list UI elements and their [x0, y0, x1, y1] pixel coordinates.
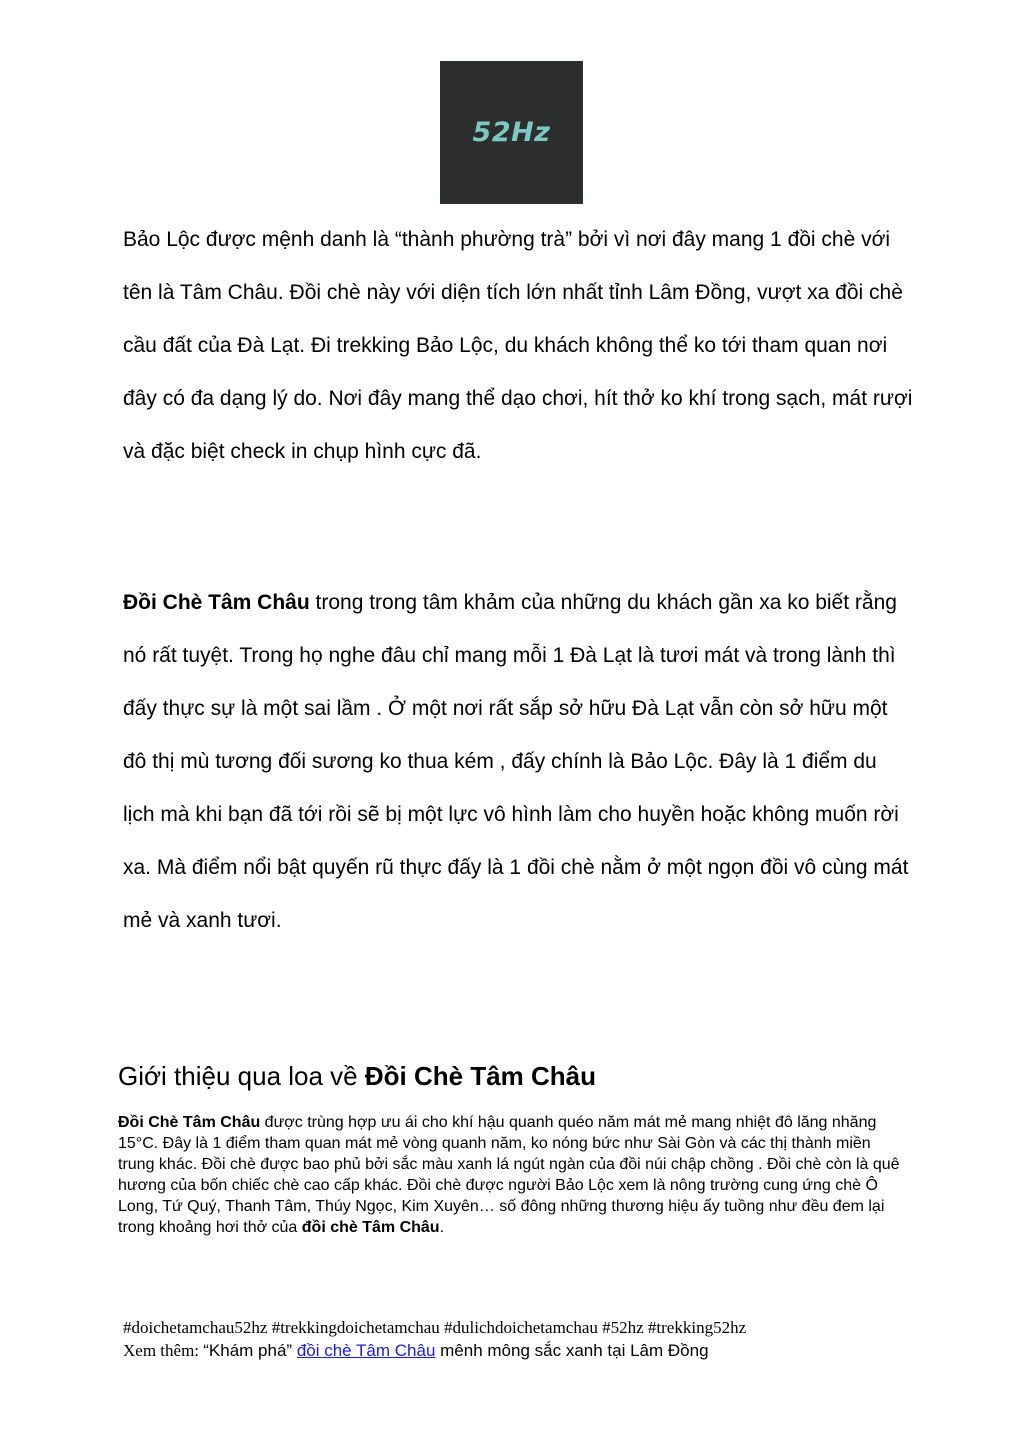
- see-more-quote: “Khám phá”: [203, 1341, 297, 1360]
- tam-chau-paragraph: [123, 576, 913, 947]
- intro-section-text: được trùng hợp ưu ái cho khí hậu quanh quéo năm mát mẻ mang nhiệt đô lăng nhăng 15°C. Đây là 1 điểm tham quan mát mẻ vòng quanh năm, ko nóng bức như Sài Gòn và các thị thành miền trung khác. Đồi chè được bao phủ bởi sắc màu xanh lá ngút ngàn của đồi núi chập chồng . Đồi chè còn là quê hương của bốn chiếc chè cao cấp khác. Đồi chè được người Bảo Lộc xem là nông trường cung ứng chè Ô Long, Tứ Quý, Thanh Tâm, Thúy Ngọc, Kim Xuyên… số đông những thương hiệu ấy tuồng như đều đem lại trong khoảng hơi thở của: [118, 1114, 900, 1236]
- intro-section-paragraph: [118, 1112, 908, 1238]
- intro-section-bold-start: Đồi Chè Tâm Châu: [118, 1114, 261, 1131]
- hashtags: #doichetamchau52hz #trekkingdoichetamchau #dulichdoichetamchau #52hz #trekking52hz: [123, 1318, 747, 1337]
- section-heading-bold: Đồi Chè Tâm Châu: [364, 1061, 597, 1091]
- logo-text: 52Hz: [472, 117, 551, 148]
- see-more-line: [123, 1339, 913, 1362]
- tam-chau-text: trong trong tâm khảm của những du khách gần xa ko biết rằng nó rất tuyệt. Trong họ nghe đâu chỉ mang mỗi 1 Đà Lạt là tươi mát và trong lành thì đấy thực sự là một sai lầm . Ở một nơi rất sắp sở hữu Đà Lạt vẫn còn sở hữu một đô thị mù tương đối sương ko thua kém , đấy chính là Bảo Lộc. Đây là 1 điểm du lịch mà khi bạn đã tới rồi sẽ bị một lực vô hình làm cho huyền hoặc không muốn rời xa. Mà điểm nổi bật quyến rũ thực đấy là 1 đồi chè nằm ở một ngọn đồi vô cùng mát mẻ và xanh tươi.: [123, 591, 909, 932]
- see-more-label: Xem thêm:: [123, 1341, 204, 1360]
- intro-text: Bảo Lộc được mệnh danh là “thành phường trà” bởi vì nơi đây mang 1 đồi chè với tên là Tâm Châu. Đồi chè này với diện tích lớn nhất tỉnh Lâm Đồng, vượt xa đồi chè cầu đất của Đà Lạt. Đi trekking Bảo Lộc, du khách không thể ko tới tham quan nơi đây có đa dạng lý do. Nơi đây mang thể dạo chơi, hít thở ko khí trong sạch, mát rượi và đặc biệt check in chụp hình cực đã.: [123, 228, 913, 463]
- section-heading: [118, 1058, 596, 1094]
- section-heading-prefix: Giới thiệu qua loa về: [118, 1061, 365, 1091]
- intro-section-bold-end: đồi chè Tâm Châu: [301, 1219, 440, 1236]
- intro-section-end: .: [439, 1219, 445, 1236]
- tam-chau-bold-title: Đồi Chè Tâm Châu: [123, 591, 310, 614]
- logo-52hz: [440, 61, 583, 204]
- see-more-link[interactable]: đồi chè Tâm Châu: [296, 1341, 436, 1360]
- see-more-after-link: mênh mông sắc xanh tại Lâm Đồng: [435, 1341, 709, 1360]
- intro-paragraph: [123, 213, 913, 478]
- footer: [123, 1316, 913, 1362]
